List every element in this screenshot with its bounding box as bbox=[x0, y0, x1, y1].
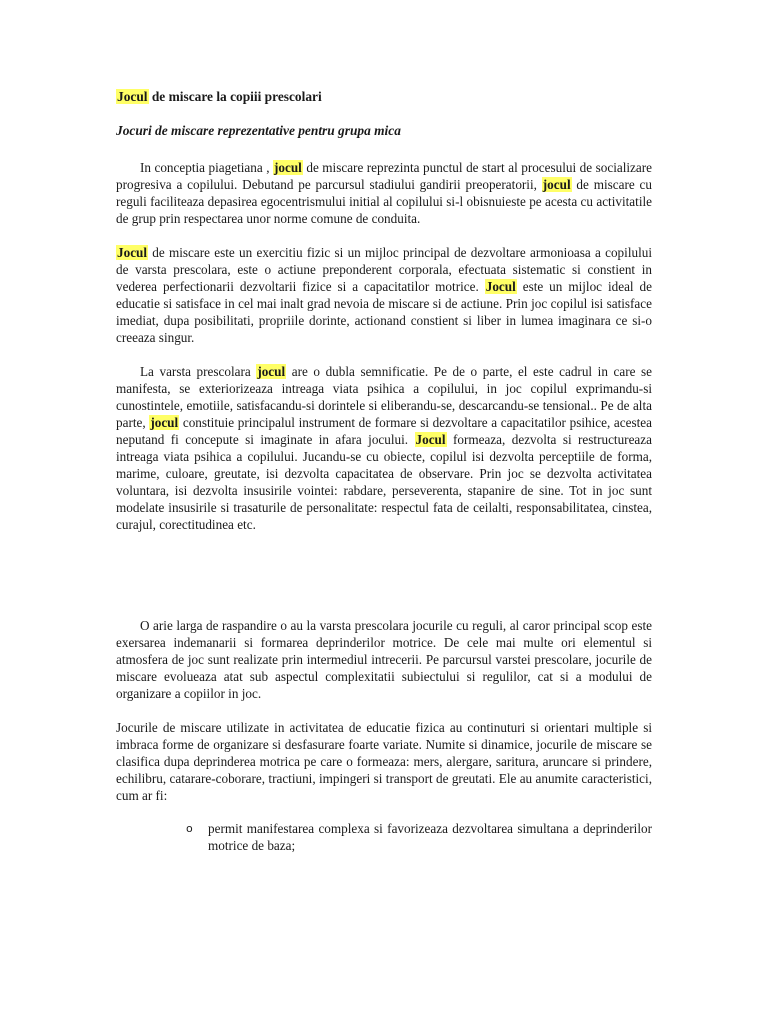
paragraph-4: O arie larga de raspandire o au la varsta prescolara jocurile cu reguli, al caror principal scop este exersarea indemanarii si formarea deprinderilor motrice. De cele mai multe ori elementul si atmosfera de joc sunt realizate prin intermediul intrecerii. Pe parcursul varstei prescolare, jocurile de miscare evolueaza atat sub aspectul complexitatii subiectului si regulilor, cat si a modului de organizare a copiilor in joc. bbox=[116, 618, 652, 701]
highlight-jocul: Jocul bbox=[415, 432, 446, 447]
bullet-circle-icon: o bbox=[186, 822, 193, 835]
p1-text-b: de miscare reprezinta punctul de start al procesului de socializare progresiva a copilului. Debutand pe parcursul stadiului gandirii preoperatorii, bbox=[116, 160, 652, 192]
highlight-jocul: jocul bbox=[274, 160, 302, 175]
highlight-jocul: jocul bbox=[542, 177, 571, 192]
highlight-jocul: Jocul bbox=[117, 245, 148, 260]
document-title bbox=[116, 88, 652, 106]
p3-text-b: are o dubla semnificatie. Pe de o parte, el este cadrul in care se manifesta, se exteriorizeaza intreaga viata psihica a copilului, in joc copilul exprimandu-si cunostintele, emotiile, satisfacandu-si dorintele si eliberandu-se, descarcandu-se tensional.. Pe de alta parte, bbox=[116, 364, 652, 430]
document-subtitle: Jocuri de miscare reprezentative pentru grupa mica bbox=[116, 123, 401, 138]
paragraph-2 bbox=[116, 244, 652, 346]
p1-text-c: de miscare cu reguli faciliteaza depasirea egocentrismului initial al copilului si-l obisnuieste pe acesta cu activitatile de grup prin respectarea unor norme comune de conduita. bbox=[116, 177, 652, 226]
p2-text-a: de miscare este un exercitiu fizic si un mijloc principal de dezvoltare armonioasa a copilului de varsta prescolara, este o actiune preponderent corporala, efectuata sistematic si constient in vederea perfectionarii dezvoltarii fizice si a capacitatilor motrice. bbox=[116, 245, 652, 294]
p3-text-a: La varsta prescolara bbox=[140, 364, 257, 379]
list-item-text: permit manifestarea complexa si favorizeaza dezvoltarea simultana a deprinderilor motrice de baza; bbox=[208, 821, 652, 853]
highlight-jocul: jocul bbox=[150, 415, 179, 430]
paragraph-1 bbox=[116, 159, 652, 227]
highlight-jocul: jocul bbox=[257, 364, 286, 379]
p2-text-b: este un mijloc ideal de educatie si satisface in cel mai inalt grad nevoia de miscare si de actiune. Prin joc copilul isi satisface imediat, dupa posibilitati, propriile dorinte, actionand constient si liber in lumea imaginara ce si-o creeaza singur. bbox=[116, 279, 652, 345]
paragraph-5: Jocurile de miscare utilizate in activitatea de educatie fizica au continuturi si orientari multiple si imbraca forme de organizare si desfasurare foarte variate. Numite si dinamice, jocurile de miscare se clasifica dupa deprinderea motrica pe care o formeaza: mers, alergare, saritura, aruncare si prindere, echilibru, catarare-coborare, tractiuni, impingeri si transport de greutati. Ele au anumite caracteristici, cum ar fi: bbox=[116, 720, 652, 803]
p3-text-d: formeaza, dezvolta si restructureaza intreaga viata psihica a copilului. Jucandu-se cu obiecte, copilul isi dezvolta perceptiile de forma, marime, culoare, greutate, isi dezvolta capacitatea de observare. Prin joc se dezvolta activitatea voluntara, isi dezvolta insusirile vointei: rabdare, perseverenta, stapanire de sine. Tot in joc sunt modelate insusirile si trasaturile de personalitate: respectul fata de ceilalti, responsabilitatea, cinstea, curajul, corectitudinea etc. bbox=[116, 432, 652, 532]
paragraph-3 bbox=[116, 363, 652, 533]
characteristics-list bbox=[116, 820, 652, 854]
highlight-jocul: Jocul bbox=[485, 279, 516, 294]
document-page bbox=[116, 88, 652, 854]
list-item bbox=[186, 820, 652, 854]
title-text: de miscare la copiii prescolari bbox=[148, 89, 322, 104]
highlight-jocul: Jocul bbox=[117, 89, 148, 104]
p3-text-c: constituie principalul instrument de formare si dezvoltare a capacitatilor psihice, acestea neputand fi concepute si imaginate in afara jocului. bbox=[116, 415, 652, 447]
p1-text-a: In conceptia piagetiana , bbox=[140, 160, 273, 175]
